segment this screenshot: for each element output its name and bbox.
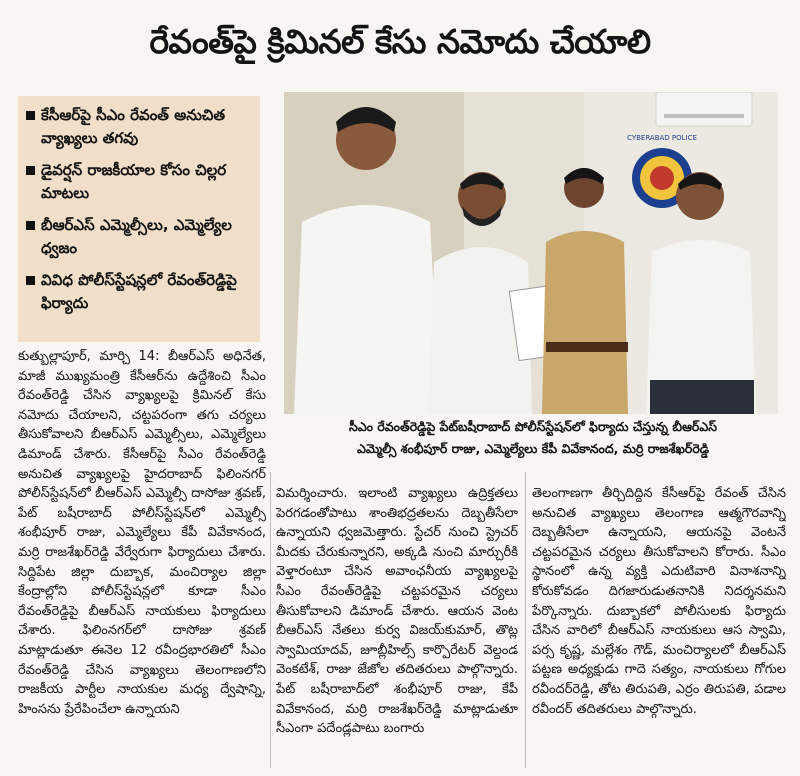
- caption-line: ఎమ్మెల్సీ శంభీపూర్ రాజు, ఎమ్మెల్యేలు కేపీ వివేకానంద, మర్రి రాజశేఖర్‌రెడ్డి: [357, 441, 709, 456]
- caption-line: సీఎం రేవంత్‌రెడ్డిపై పేట్‌బషీరాబాద్ పోలీస్‌స్టేషన్‌లో ఫిర్యాదు చేస్తున్న బీఆర్ఎస్: [348, 419, 718, 434]
- news-photo: [284, 92, 778, 414]
- bullet-square-icon: [26, 166, 35, 175]
- article-column-3: తెలంగాణగా తీర్చిదిద్దిన కేసీఆర్‌పై రేవంత్ చేసిన అనుచిత వ్యాఖ్యలు తెలంగాణ ఆత్మగౌరవాన్ని దెబ్బతీసేలా ఉన్నాయని, ఆయనపై వెంటనే చట్టపరమైన చర్యలు తీసుకోవాలని కోరారు. సీఎం స్థానంలో ఉన్న వ్యక్తి ఎదుటివారి వినాశనాన్ని కోరుకోవడం దిగజారుడుతనానికి నిదర్శనమని పేర్కొన్నారు. దుబ్బాకలో పోలీసులకు ఫిర్యాదు చేసిన వారిలో బీఆర్ఎస్ నాయకులు ఆస స్వామి, పర్స కృష్ణ, మల్లేశం గౌడ్, మంచిర్యాలలో బీఆర్ఎస్ పట్టణ అధ్యక్షుడు గాదె సత్యం, నాయకులు గోగుల రవీందర్‌రెడ్డి, తోట తిరుపతి, ఎర్రం తిరుపతి, పడాల రవీందర్ తదితరులు పాల్గొన్నారు.: [532, 486, 786, 717]
- bullet-square-icon: [26, 276, 35, 285]
- highlight-text: వివిధ పోలీస్‌స్టేషన్లలో రేవంత్‌రెడ్డిపై ఫిర్యాదు: [41, 271, 237, 312]
- highlight-item: [24, 214, 256, 260]
- column-divider: [270, 472, 271, 768]
- highlight-item: [24, 159, 256, 205]
- article-column-2: విమర్శించారు. ఇలాంటి వ్యాఖ్యలు ఉద్రిక్తతలు పెరగడంతోపాటు శాంతిభద్రతలను దెబ్బతీసేలా ఉన్నాయని ధ్వజమెత్తారు. స్టేచర్ నుంచి స్ట్రెచర్ మీదకు చేరుకున్నారని, అక్కడి నుంచి మార్చురీకి వెళ్తారంటూ చేసిన అవాంఛనీయ వ్యాఖ్యలపై సీఎం రేవంత్‌రెడ్డిపై చట్టపరమైన చర్యలు తీసుకోవాలని డిమాండ్ చేశారు. ఆయన వెంట బీఆర్ఎస్ నేతలు కుర్వ విజయ్‌కుమార్, తొట్ల స్వామియాదవ్, జూబ్లీహిల్స్ కార్పొరేటర్ వెల్దండ వెంకటేశ్, రాజు జేజోల తదితరులు పాల్గొన్నారు. పేట్ బషీరాబాద్‌లో శంభీపూర్ రాజు, కేపీ వివేకానంద, మర్రి రాజశేఖర్‌రెడ్డి మాట్లాడుతూ సీఎంగా పదేండ్లపాటు బంగారు: [276, 486, 518, 737]
- bullet-square-icon: [26, 221, 35, 230]
- photo-caption: [286, 416, 780, 464]
- highlight-text: కేసీఆర్‌పై సీఎం రేవంత్ అనుచిత వ్యాఖ్యలు తగవు: [41, 106, 226, 147]
- highlight-text: బీఆర్ఎస్ ఎమ్మెల్సీలు, ఎమ్మెల్యేల ధ్వజం: [41, 216, 232, 257]
- headline: రేవంత్‌పై క్రిమినల్ కేసు నమోదు చేయాలి: [149, 22, 651, 61]
- highlight-item: [24, 269, 256, 315]
- bullet-square-icon: [26, 111, 35, 120]
- highlights-box: [18, 96, 260, 342]
- police-emblem-text: CYBERABAD POLICE: [627, 134, 697, 142]
- article-column-1: కుత్బుల్లాపూర్, మార్చి 14: బీఆర్ఎస్ అధినేత, మాజీ ముఖ్యమంత్రి కేసీఆర్‌ను ఉద్దేశించి సీఎం రేవంత్‌రెడ్డి చేసిన వ్యాఖ్యలపై క్రిమినల్ కేసు నమోదు చేయాలని, చట్టపరంగా తగు చర్యలు తీసుకోవాలని బీఆర్ఎస్ ఎమ్మెల్సీలు, ఎమ్మెల్యేలు డిమాండ్ చేశారు. కేసీఆర్‌పై సీఎం రేవంత్‌రెడ్డి అనుచిత వ్యాఖ్యలపై హైదరాబాద్ ఫిలింనగర్ పోలీస్‌స్టేషన్‌లో బీఆర్ఎస్ ఎమ్మెల్సీ దాసోజు శ్రవణ్, పేట్ బషీరాబాద్ పోలీస్‌స్టేషన్‌లో ఎమ్మెల్సీ శంభీపూర్ రాజు, ఎమ్మెల్యేలు కేపీ వివేకానంద, మర్రి రాజశేఖర్‌రెడ్డి వేర్వేరుగా ఫిర్యాదులు చేశారు. సిద్దిపేట జిల్లా దుబ్బాక, మంచిర్యాల జిల్లా కేంద్రాల్లోని పోలీస్‌స్టేషన్లలో కూడా సీఎం రేవంత్‌రెడ్డిపై బీఆర్ఎస్ నాయకులు ఫిర్యాదులు చేశారు. ఫిలింనగర్‌లో దాసోజు శ్రవణ్ మాట్లాడుతూ ఈనెల 12 రవీంద్రభారతిలో సీఎం రేవంత్‌రెడ్డి చేసిన వ్యాఖ్యలు తెలంగాణలోని రాజకీయ పార్టీల నాయకుల మధ్య ద్వేషాన్ని, హింసను ప్రేరేపించేలా ఉన్నాయని: [18, 349, 266, 717]
- highlight-item: [24, 104, 256, 150]
- highlight-text: డైవర్షన్ రాజకీయాల కోసం చిల్లర మాటలు: [41, 161, 227, 202]
- column-divider: [525, 472, 526, 768]
